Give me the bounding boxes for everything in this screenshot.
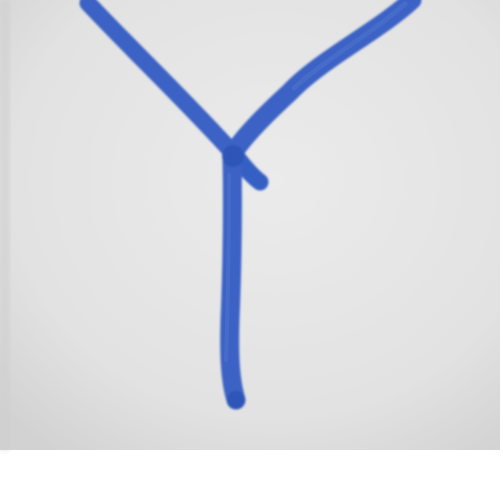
junction-blob: [222, 145, 244, 167]
paper-left-shadow: [0, 0, 10, 450]
stem-end-blob: [227, 391, 245, 409]
